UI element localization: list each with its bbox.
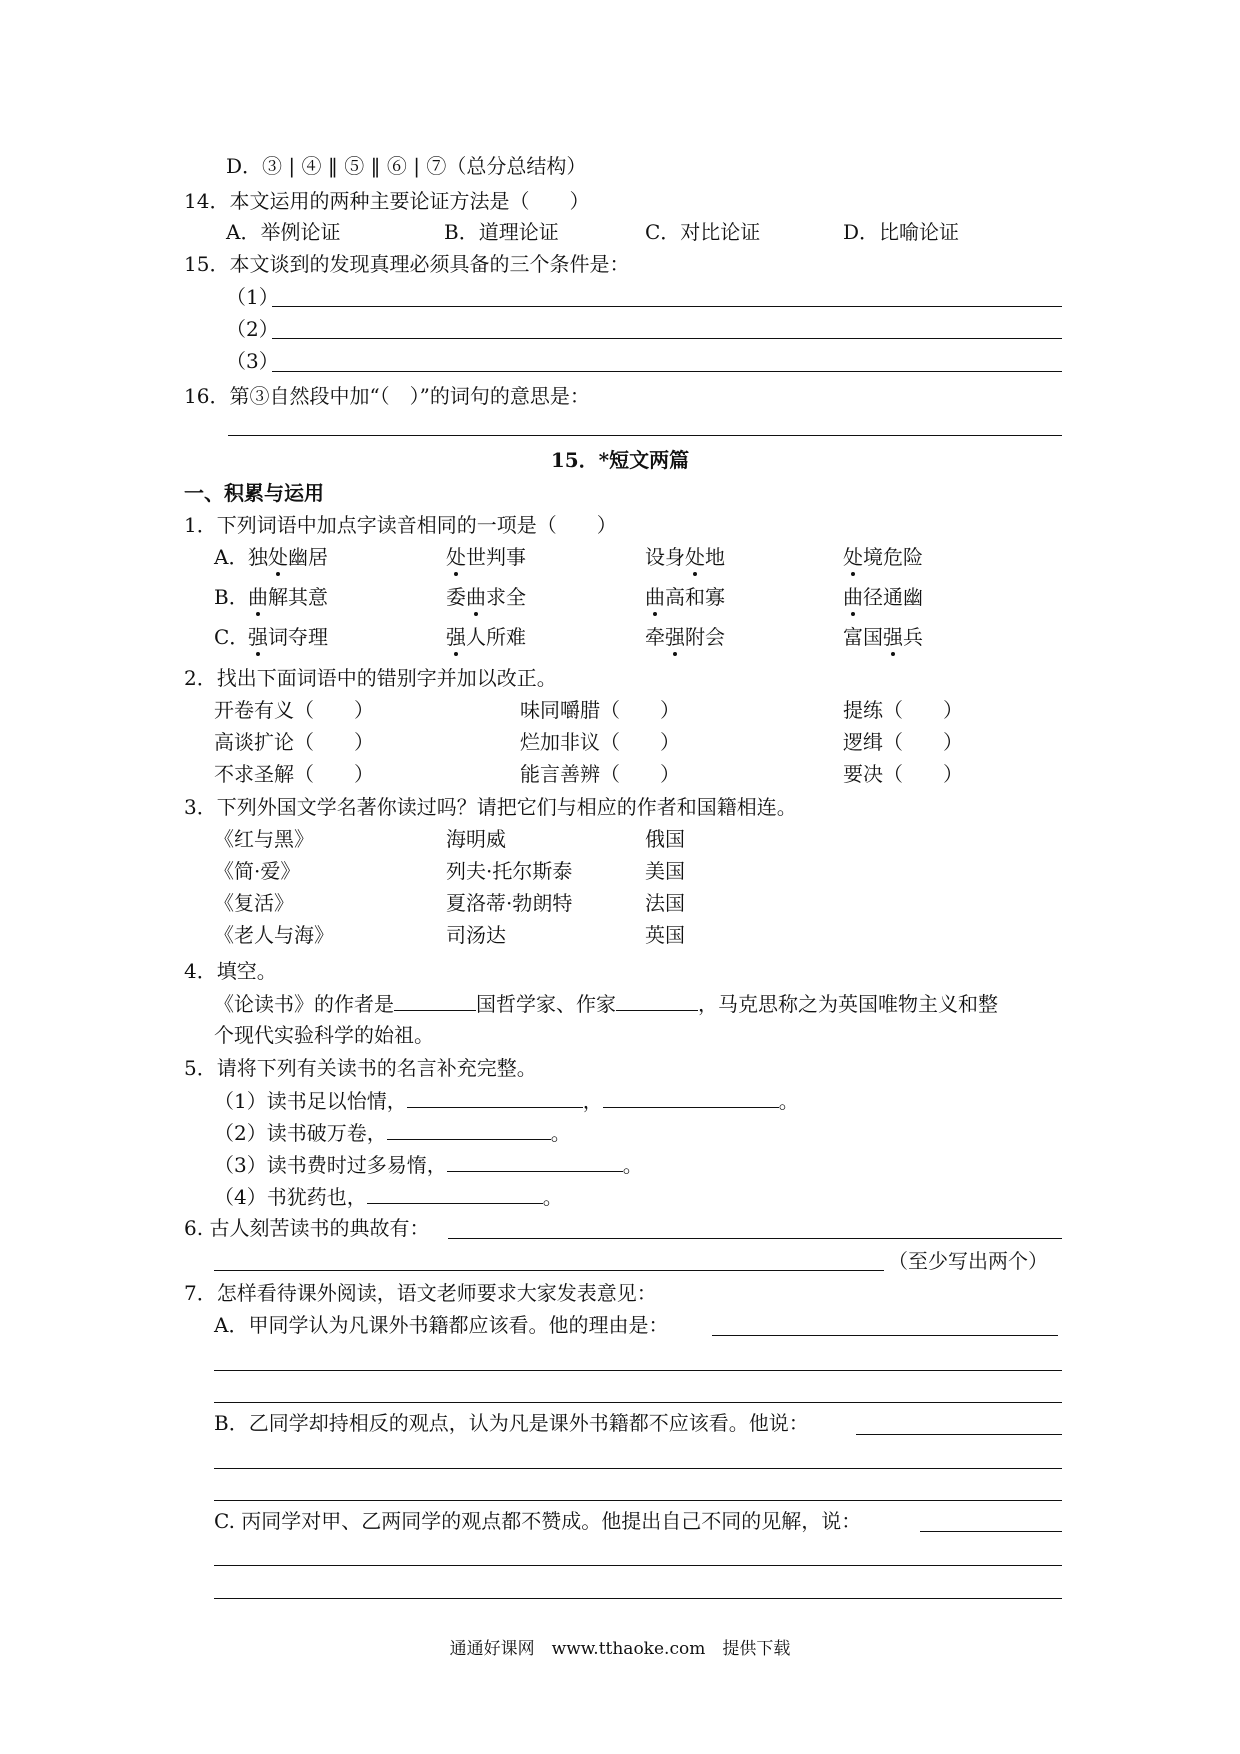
s5-line-3	[214, 1151, 643, 1178]
s5-l1-end: 。	[778, 1089, 799, 1113]
s3-book[interactable]: 《简·爱》	[214, 859, 301, 883]
s1-word: 设身处地	[645, 545, 725, 569]
s1-dotted-char: 强	[883, 625, 903, 649]
s3-author[interactable]: 海明威	[446, 827, 506, 851]
s1-dotted-char: 处	[268, 545, 288, 569]
s3-country[interactable]: 英国	[645, 923, 685, 947]
s1-word: 委曲求全	[446, 585, 526, 609]
s1-dotted-char: 强	[446, 625, 466, 649]
s1-word: 牵强附会	[645, 625, 725, 649]
s1-option-label: C．	[214, 625, 250, 649]
q14-stem: 14．本文运用的两种主要论证方法是（ ）	[184, 189, 590, 213]
s2-word-item[interactable]: 不求圣解（ ）	[214, 762, 374, 786]
s1-dotted-char: 曲	[843, 585, 863, 609]
s7-option-b: B．乙同学却持相反的观点，认为凡是课外书籍都不应该看。他说：	[214, 1411, 809, 1435]
s6-note: （至少写出两个）	[888, 1249, 1048, 1273]
s4-text-b: 国哲学家、作家	[476, 992, 616, 1016]
s5-l1-sep: ，	[582, 1089, 603, 1113]
s7-option-a: A．甲同学认为凡课外书籍都应该看。他的理由是：	[214, 1313, 669, 1337]
s1-word: 强词夺理	[248, 625, 328, 649]
part1-title: 一、积累与运用	[184, 481, 324, 505]
s1-dotted-char: 处	[446, 545, 466, 569]
q16-stem: 16．第③自然段中加“（ ）”的词句的意思是：	[184, 384, 590, 408]
s3-book[interactable]: 《红与黑》	[214, 827, 314, 851]
s3-country[interactable]: 美国	[645, 859, 685, 883]
s7-c-line-1[interactable]	[920, 1531, 1062, 1532]
s5-line-2	[214, 1119, 571, 1146]
s5-l1-blank-b[interactable]	[603, 1087, 779, 1108]
s3-author[interactable]: 列夫·托尔斯泰	[446, 859, 573, 883]
q16-answer-line[interactable]	[228, 435, 1062, 436]
q15-item-3: （3）	[226, 349, 279, 373]
q15-answer-line-3[interactable]	[272, 371, 1062, 372]
q14-option-b[interactable]: B．道理论证	[444, 220, 559, 244]
s5-l3-text: （3）读书费时过多易惰，	[214, 1153, 447, 1177]
s1-word: 处世判事	[446, 545, 526, 569]
s1-dotted-char: 曲	[466, 585, 486, 609]
s3-author[interactable]: 夏洛蒂·勃朗特	[446, 891, 573, 915]
s5-line-1	[214, 1087, 799, 1114]
s1-word: 曲解其意	[248, 585, 328, 609]
s1-word: 处境危险	[843, 545, 923, 569]
q15-item-2: （2）	[226, 317, 279, 341]
s6-stem: 6. 古人刻苦读书的典故有：	[184, 1216, 430, 1240]
s1-dotted-char: 曲	[645, 585, 665, 609]
s3-country[interactable]: 俄国	[645, 827, 685, 851]
s4-stem: 4．填空。	[184, 959, 277, 983]
s2-word-item[interactable]: 提练（ ）	[843, 698, 963, 722]
q15-stem: 15．本文谈到的发现真理必须具备的三个条件是：	[184, 252, 630, 276]
s5-l1-blank-a[interactable]	[407, 1087, 583, 1108]
s5-l4-blank[interactable]	[367, 1183, 543, 1204]
s5-l2-end: 。	[550, 1121, 571, 1145]
s1-option-label: B．	[214, 585, 249, 609]
s1-word: 强人所难	[446, 625, 526, 649]
s5-l3-end: 。	[622, 1153, 643, 1177]
s7-a-line-2[interactable]	[214, 1370, 1062, 1371]
s7-stem: 7．怎样看待课外阅读，语文老师要求大家发表意见：	[184, 1281, 657, 1305]
s1-option-label: A．	[214, 545, 249, 569]
s1-word: 曲径通幽	[843, 585, 923, 609]
s7-c-line-3[interactable]	[214, 1598, 1062, 1599]
q15-answer-line-2[interactable]	[272, 338, 1062, 339]
s4-blank-author[interactable]	[616, 990, 698, 1011]
s2-word-item[interactable]: 能言善辨（ ）	[520, 762, 680, 786]
s1-dotted-char: 处	[685, 545, 705, 569]
s3-book[interactable]: 《复活》	[214, 891, 294, 915]
s5-l3-blank[interactable]	[447, 1151, 623, 1172]
s7-c-line-2[interactable]	[214, 1565, 1062, 1566]
s1-word: 富国强兵	[843, 625, 923, 649]
s4-blank-country[interactable]	[394, 990, 476, 1011]
s6-answer-line-1[interactable]	[448, 1238, 1062, 1239]
q14-option-d[interactable]: D．比喻论证	[843, 220, 960, 244]
s4-text-a: 《论读书》的作者是	[214, 992, 394, 1016]
q15-item-1: （1）	[226, 285, 279, 309]
s7-option-c: C. 丙同学对甲、乙两同学的观点都不赞成。他提出自己不同的见解，说：	[214, 1509, 862, 1533]
s4-line-1	[214, 990, 998, 1017]
s4-text-c: ，马克思称之为英国唯物主义和整	[698, 992, 998, 1016]
s2-word-item[interactable]: 高谈扩论（ ）	[214, 730, 374, 754]
s2-word-item[interactable]: 逻缉（ ）	[843, 730, 963, 754]
s7-a-line-1[interactable]	[712, 1335, 1058, 1336]
s1-word: 独处幽居	[248, 545, 328, 569]
s2-word-item[interactable]: 要决（ ）	[843, 762, 963, 786]
s5-line-4	[214, 1183, 563, 1210]
s3-stem: 3．下列外国文学名著你读过吗？请把它们与相应的作者和国籍相连。	[184, 795, 797, 819]
s7-b-line-3[interactable]	[214, 1500, 1062, 1501]
s2-stem: 2．找出下面词语中的错别字并加以改正。	[184, 666, 557, 690]
s1-word: 曲高和寡	[645, 585, 725, 609]
s6-answer-line-2[interactable]	[214, 1270, 884, 1271]
q14-option-c[interactable]: C．对比论证	[645, 220, 761, 244]
s1-dotted-char: 处	[843, 545, 863, 569]
s2-word-item[interactable]: 烂加非议（ ）	[520, 730, 680, 754]
s2-word-item[interactable]: 味同嚼腊（ ）	[520, 698, 680, 722]
s3-country[interactable]: 法国	[645, 891, 685, 915]
s1-dotted-char: 强	[665, 625, 685, 649]
s5-stem: 5．请将下列有关读书的名言补充完整。	[184, 1056, 537, 1080]
s2-word-item[interactable]: 开卷有义（ ）	[214, 698, 374, 722]
q14-option-a[interactable]: A．举例论证	[226, 220, 341, 244]
s1-stem: 1．下列词语中加点字读音相同的一项是（ ）	[184, 513, 617, 537]
page-footer: 通通好课网 www.tthaoke.com 提供下载	[449, 1639, 791, 1659]
s1-dotted-char: 曲	[248, 585, 268, 609]
section-title: 15．*短文两篇	[550, 448, 690, 472]
s3-book[interactable]: 《老人与海》	[214, 923, 334, 947]
s3-author[interactable]: 司汤达	[446, 923, 506, 947]
s5-l2-blank[interactable]	[387, 1119, 551, 1140]
s5-l4-text: （4）书犹药也，	[214, 1185, 367, 1209]
q13-option-d: D．③ | ④ ‖ ⑤ ‖ ⑥ | ⑦（总分总结构）	[226, 154, 587, 178]
s7-a-line-3[interactable]	[214, 1402, 1062, 1403]
s5-l1-text: （1）读书足以怡情，	[214, 1089, 407, 1113]
s5-l2-text: （2）读书破万卷，	[214, 1121, 387, 1145]
q15-answer-line-1[interactable]	[272, 306, 1062, 307]
s1-dotted-char: 强	[248, 625, 268, 649]
s5-l4-end: 。	[542, 1185, 563, 1209]
s7-b-line-1[interactable]	[856, 1434, 1062, 1435]
s7-b-line-2[interactable]	[214, 1468, 1062, 1469]
s4-line-2: 个现代实验科学的始祖。	[214, 1023, 434, 1047]
